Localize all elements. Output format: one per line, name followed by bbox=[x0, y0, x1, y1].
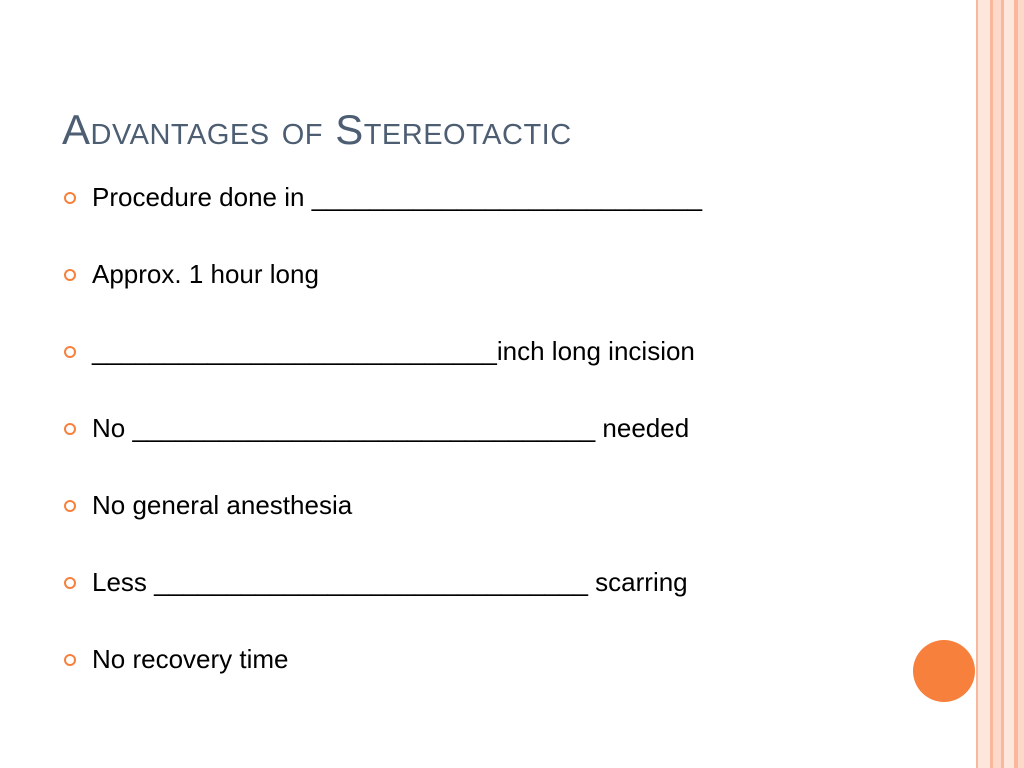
bullet-text: Approx. 1 hour long bbox=[92, 259, 319, 289]
bullet-circle-icon bbox=[64, 654, 76, 666]
border-stripe bbox=[1004, 0, 1014, 768]
bullet-circle-icon bbox=[64, 577, 76, 589]
bullet-text: No ________________________________ needed bbox=[92, 413, 690, 443]
bullet-circle-icon bbox=[64, 269, 76, 281]
decorative-right-border bbox=[976, 0, 1024, 768]
slide-title: Advantages of Stereotactic bbox=[62, 106, 572, 153]
bullet-text: No general anesthesia bbox=[92, 490, 353, 520]
bullet-circle-icon bbox=[64, 192, 76, 204]
border-stripe bbox=[978, 0, 990, 768]
bullet-text: Less ______________________________ scarring bbox=[92, 567, 688, 597]
bullet-circle-icon bbox=[64, 423, 76, 435]
bullet-circle-icon bbox=[64, 346, 76, 358]
bullet-text: Procedure done in ___________________________ bbox=[92, 182, 703, 212]
bullet-circle-icon bbox=[64, 500, 76, 512]
decorative-circle-icon bbox=[913, 640, 975, 702]
bullet-text: No recovery time bbox=[92, 644, 289, 674]
bullet-text: ____________________________inch long incision bbox=[92, 336, 695, 366]
border-stripe bbox=[993, 0, 1001, 768]
border-stripe bbox=[1018, 0, 1024, 768]
